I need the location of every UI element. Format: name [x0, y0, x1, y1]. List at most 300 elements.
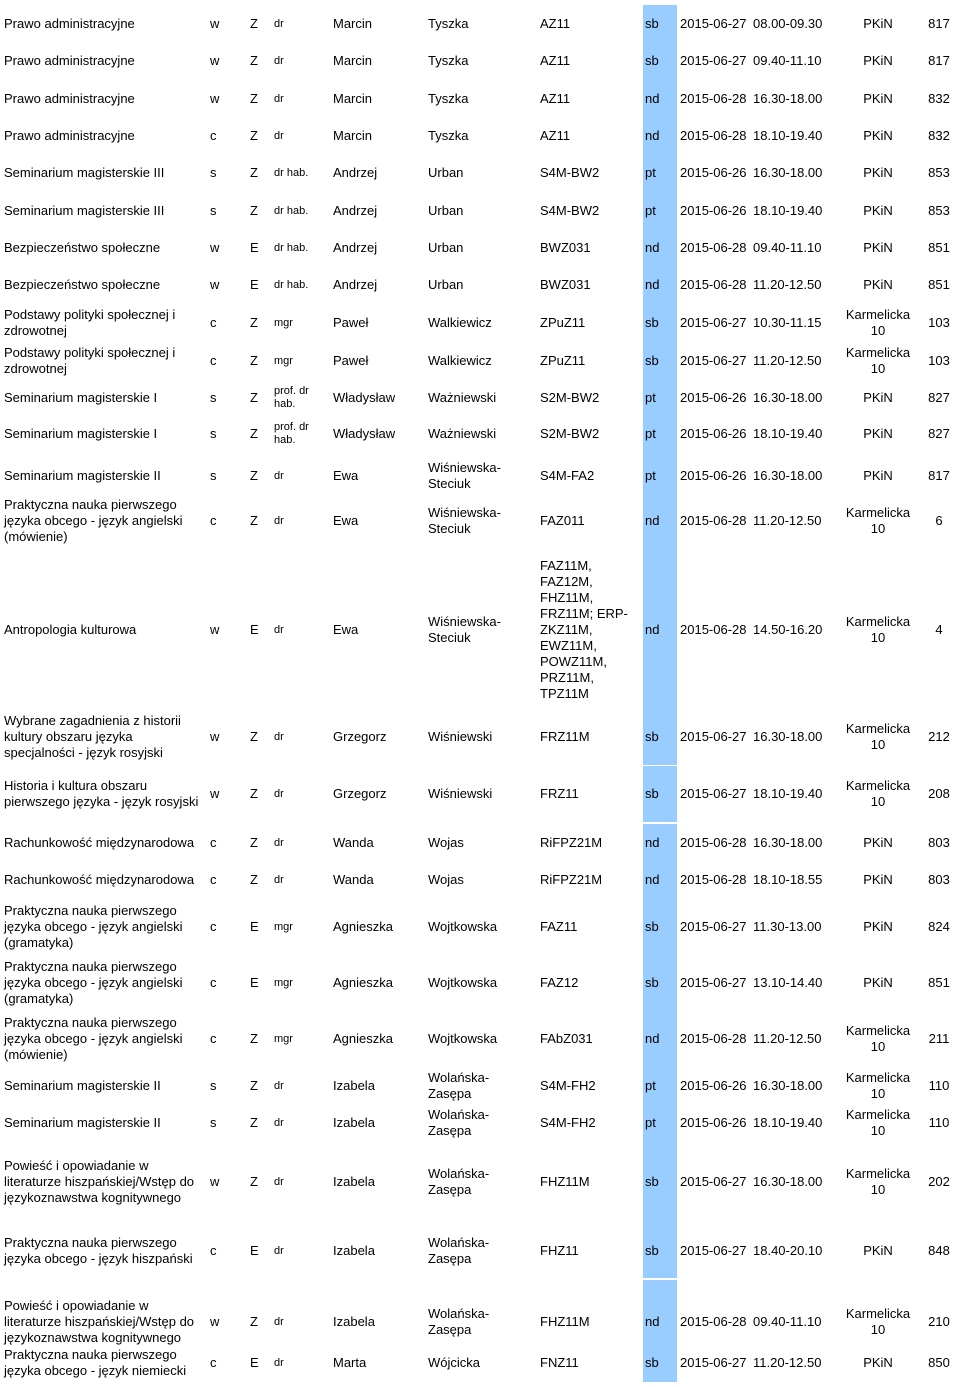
cell-first: Wanda — [333, 872, 374, 887]
cell-title: mgr — [274, 976, 293, 989]
table-row — [0, 416, 960, 452]
cell-title: dr — [274, 623, 284, 636]
cell-day: nd — [645, 1314, 660, 1329]
cell-day: nd — [645, 277, 660, 292]
table-row — [0, 192, 960, 230]
cell-place: Karmelicka 10 — [845, 721, 911, 752]
cell-first: Władysław — [333, 426, 396, 441]
cell-last: Wiśniewska-Steciuk — [428, 460, 501, 491]
table-row — [0, 80, 960, 118]
cell-day: sb — [645, 16, 659, 31]
cell-last: Ważniewski — [428, 390, 497, 405]
cell-date: 2015-06-28 — [680, 872, 747, 887]
cell-last: Ważniewski — [428, 426, 497, 441]
cell-title: dr hab. — [274, 166, 309, 179]
cell-time: 11.30-13.00 — [753, 919, 822, 934]
cell-place: Karmelicka 10 — [845, 778, 911, 809]
cell-title: dr — [274, 787, 284, 800]
table-row — [0, 1140, 960, 1224]
cell-place: PKiN — [863, 835, 893, 850]
cell-room: 817 — [928, 53, 950, 68]
cell-title: dr — [274, 514, 284, 527]
cell-last: Wójcicka — [428, 1355, 481, 1370]
table-row — [0, 1104, 960, 1142]
cell-time: 13.10-14.40 — [753, 975, 823, 990]
cell-time: 18.10-19.40 — [753, 1115, 823, 1130]
cell-last: Wolańska-Zasępa — [428, 1070, 490, 1101]
cell-day: sb — [645, 975, 659, 990]
cell-place: PKiN — [863, 872, 893, 887]
cell-group: S2M-BW2 — [540, 426, 600, 441]
cell-course: Antropologia kulturowa — [4, 622, 137, 637]
cell-place: Karmelicka 10 — [845, 614, 911, 645]
table-row — [0, 42, 960, 80]
cell-title: mgr — [274, 920, 293, 933]
cell-type: c — [210, 513, 217, 528]
cell-place: PKiN — [863, 165, 893, 180]
cell-first: Izabela — [333, 1078, 375, 1093]
cell-first: Władysław — [333, 390, 396, 405]
cell-room: 803 — [928, 835, 950, 850]
cell-time: 18.10-19.40 — [753, 786, 823, 801]
cell-room: 103 — [928, 315, 950, 330]
cell-last: Wojas — [428, 872, 464, 887]
cell-day: nd — [645, 240, 660, 255]
cell-day: sb — [645, 315, 659, 330]
cell-mode: Z — [250, 353, 258, 368]
cell-mode: Z — [250, 786, 258, 801]
cell-group: ZPuZ11 — [540, 353, 586, 368]
cell-place: PKiN — [863, 128, 893, 143]
cell-title: dr — [274, 1116, 284, 1129]
cell-date: 2015-06-28 — [680, 91, 747, 106]
cell-course: Prawo administracyjne — [4, 91, 135, 106]
cell-course: Seminarium magisterskie II — [4, 468, 161, 483]
cell-mode: Z — [250, 1314, 258, 1329]
cell-day: pt — [645, 426, 656, 441]
cell-mode: Z — [250, 315, 258, 330]
cell-last: Walkiewicz — [428, 353, 492, 368]
cell-title: dr — [274, 1315, 284, 1328]
cell-course: Praktyczna nauka pierwszego języka obcego - język angielski (mówienie) — [4, 1015, 183, 1062]
cell-mode: Z — [250, 165, 258, 180]
cell-date: 2015-06-27 — [680, 919, 747, 934]
cell-mode: Z — [250, 203, 258, 218]
cell-mode: Z — [250, 729, 258, 744]
cell-place: Karmelicka 10 — [845, 345, 911, 376]
cell-last: Tyszka — [428, 53, 469, 68]
cell-day: nd — [645, 128, 660, 143]
cell-time: 09.40-11.10 — [753, 240, 822, 255]
cell-first: Paweł — [333, 353, 369, 368]
cell-first: Andrzej — [333, 240, 378, 255]
cell-place: PKiN — [863, 468, 893, 483]
cell-room: 202 — [928, 1174, 950, 1189]
cell-room: 827 — [928, 390, 950, 405]
cell-place: PKiN — [863, 1243, 893, 1258]
table-row — [0, 491, 960, 551]
cell-title: dr — [274, 17, 284, 30]
cell-time: 16.30-18.00 — [753, 1078, 823, 1093]
cell-title: prof. dr hab. — [274, 421, 309, 446]
cell-type: c — [210, 919, 217, 934]
cell-title: dr — [274, 54, 284, 67]
cell-mode: Z — [250, 390, 258, 405]
cell-first: Marcin — [333, 16, 373, 31]
table-row — [0, 5, 960, 43]
cell-type: s — [210, 1078, 217, 1093]
cell-first: Izabela — [333, 1115, 375, 1130]
cell-room: 851 — [928, 277, 950, 292]
cell-room: 103 — [928, 353, 950, 368]
cell-room: 851 — [928, 975, 950, 990]
cell-title: dr — [274, 129, 284, 142]
table-row — [0, 266, 960, 304]
cell-date: 2015-06-27 — [680, 975, 747, 990]
cell-group: RiFPZ21M — [540, 835, 603, 850]
cell-day: sb — [645, 1174, 659, 1189]
cell-group: S2M-BW2 — [540, 390, 600, 405]
cell-last: Urban — [428, 165, 464, 180]
cell-first: Paweł — [333, 315, 369, 330]
cell-course: Praktyczna nauka pierwszego języka obcego - język niemiecki — [4, 1347, 187, 1378]
cell-group: S4M-BW2 — [540, 203, 600, 218]
cell-date: 2015-06-28 — [680, 1031, 747, 1046]
cell-title: dr hab. — [274, 241, 309, 254]
cell-last: Wiśniewska-Steciuk — [428, 614, 501, 645]
table-row — [0, 1344, 960, 1382]
cell-first: Marta — [333, 1355, 367, 1370]
cell-title: dr — [274, 1079, 284, 1092]
cell-day: pt — [645, 1078, 656, 1093]
cell-time: 11.20-12.50 — [753, 513, 822, 528]
cell-course: Seminarium magisterskie II — [4, 1078, 161, 1093]
cell-time: 16.30-18.00 — [753, 468, 823, 483]
cell-mode: Z — [250, 513, 258, 528]
cell-course: Seminarium magisterskie III — [4, 165, 165, 180]
cell-time: 09.40-11.10 — [753, 53, 822, 68]
cell-date: 2015-06-28 — [680, 513, 747, 528]
table-row — [0, 229, 960, 267]
cell-group: RiFPZ21M — [540, 872, 603, 887]
cell-first: Ewa — [333, 468, 359, 483]
cell-time: 11.20-12.50 — [753, 353, 822, 368]
cell-date: 2015-06-28 — [680, 128, 747, 143]
cell-last: Tyszka — [428, 16, 469, 31]
cell-first: Andrzej — [333, 165, 378, 180]
cell-time: 16.30-18.00 — [753, 390, 823, 405]
cell-course: Bezpieczeństwo społeczne — [4, 240, 161, 255]
cell-group: S4M-FA2 — [540, 468, 595, 483]
cell-time: 08.00-09.30 — [753, 16, 823, 31]
table-row — [0, 955, 960, 1011]
cell-type: w — [210, 53, 220, 68]
cell-time: 14.50-16.20 — [753, 622, 823, 637]
cell-first: Marcin — [333, 91, 373, 106]
cell-time: 10.30-11.15 — [753, 315, 822, 330]
cell-title: dr — [274, 873, 284, 886]
table-row — [0, 824, 960, 862]
cell-time: 18.10-18.55 — [753, 872, 823, 887]
cell-last: Tyszka — [428, 91, 469, 106]
cell-date: 2015-06-27 — [680, 1355, 747, 1370]
cell-group: FHZ11M — [540, 1314, 590, 1329]
table-row — [0, 380, 960, 416]
cell-type: w — [210, 240, 220, 255]
cell-place: PKiN — [863, 1355, 893, 1370]
cell-date: 2015-06-26 — [680, 203, 747, 218]
cell-first: Izabela — [333, 1174, 375, 1189]
cell-place: PKiN — [863, 53, 893, 68]
table-row — [0, 1224, 960, 1278]
cell-course: Bezpieczeństwo społeczne — [4, 277, 161, 292]
cell-title: prof. dr hab. — [274, 385, 309, 410]
cell-room: 853 — [928, 203, 950, 218]
table-row — [0, 861, 960, 899]
cell-time: 16.30-18.00 — [753, 91, 823, 106]
cell-room: 853 — [928, 165, 950, 180]
cell-last: Wiśniewski — [428, 729, 493, 744]
table-row — [0, 341, 960, 381]
cell-mode: Z — [250, 1174, 258, 1189]
table-row — [0, 899, 960, 955]
cell-room: 817 — [928, 468, 950, 483]
cell-first: Grzegorz — [333, 786, 387, 801]
cell-time: 16.30-18.00 — [753, 165, 823, 180]
cell-type: w — [210, 622, 220, 637]
cell-day: sb — [645, 919, 659, 934]
cell-day: pt — [645, 390, 656, 405]
cell-first: Andrzej — [333, 277, 378, 292]
cell-first: Agnieszka — [333, 919, 393, 934]
cell-time: 11.20-12.50 — [753, 1031, 822, 1046]
cell-course: Podstawy polityki społecznej i zdrowotnej — [4, 345, 176, 376]
cell-last: Urban — [428, 277, 464, 292]
cell-group: FAZ011 — [540, 513, 585, 528]
cell-last: Tyszka — [428, 128, 469, 143]
cell-type: s — [210, 426, 217, 441]
cell-place: Karmelicka 10 — [845, 1306, 911, 1337]
cell-day: sb — [645, 1243, 659, 1258]
cell-group: ZPuZ11 — [540, 315, 586, 330]
cell-date: 2015-06-27 — [680, 1174, 747, 1189]
table-row — [0, 709, 960, 765]
cell-place: PKiN — [863, 16, 893, 31]
cell-time: 16.30-18.00 — [753, 835, 823, 850]
cell-title: dr hab. — [274, 204, 309, 217]
cell-day: nd — [645, 872, 660, 887]
cell-title: dr hab. — [274, 278, 309, 291]
cell-mode: Z — [250, 872, 258, 887]
cell-time: 09.40-11.10 — [753, 1314, 822, 1329]
cell-last: Wojtkowska — [428, 1031, 498, 1046]
cell-place: Karmelicka 10 — [845, 1023, 911, 1054]
cell-course: Rachunkowość międzynarodowa — [4, 872, 195, 887]
cell-course: Wybrane zagadnienia z historii kultury obszaru języka specjalności - język rosyjski — [4, 713, 181, 760]
cell-place: PKiN — [863, 277, 893, 292]
cell-course: Seminarium magisterskie I — [4, 426, 158, 441]
cell-date: 2015-06-26 — [680, 390, 747, 405]
cell-title: mgr — [274, 354, 293, 367]
cell-group: FRZ11 — [540, 786, 579, 801]
cell-type: c — [210, 1355, 217, 1370]
cell-day: nd — [645, 91, 660, 106]
cell-type: w — [210, 16, 220, 31]
cell-day: nd — [645, 1031, 660, 1046]
cell-room: 110 — [928, 1115, 950, 1130]
cell-room: 803 — [928, 872, 950, 887]
cell-type: c — [210, 872, 217, 887]
cell-room: 4 — [935, 622, 943, 637]
cell-date: 2015-06-28 — [680, 835, 747, 850]
cell-group: AZ11 — [540, 128, 571, 143]
table-row — [0, 1067, 960, 1105]
cell-place: Karmelicka 10 — [845, 505, 911, 536]
cell-course: Praktyczna nauka pierwszego języka obcego - język angielski (mówienie) — [4, 497, 183, 544]
cell-last: Walkiewicz — [428, 315, 492, 330]
cell-mode: E — [250, 919, 259, 934]
cell-room: 212 — [928, 729, 950, 744]
cell-room: 832 — [928, 128, 950, 143]
cell-first: Marcin — [333, 53, 373, 68]
cell-place: Karmelicka 10 — [845, 1070, 911, 1101]
cell-date: 2015-06-26 — [680, 165, 747, 180]
cell-mode: Z — [250, 1031, 258, 1046]
cell-first: Agnieszka — [333, 1031, 393, 1046]
cell-last: Urban — [428, 203, 464, 218]
cell-day: nd — [645, 622, 660, 637]
cell-time: 16.30-18.00 — [753, 729, 823, 744]
cell-place: PKiN — [863, 426, 893, 441]
cell-course: Praktyczna nauka pierwszego języka obcego - język hiszpański — [4, 1235, 193, 1266]
cell-mode: Z — [250, 426, 258, 441]
cell-date: 2015-06-27 — [680, 729, 747, 744]
cell-place: PKiN — [863, 975, 893, 990]
cell-group: S4M-FH2 — [540, 1078, 596, 1093]
cell-first: Andrzej — [333, 203, 378, 218]
cell-title: mgr — [274, 1032, 293, 1045]
cell-type: s — [210, 468, 217, 483]
cell-last: Wojtkowska — [428, 919, 498, 934]
cell-last: Wojtkowska — [428, 975, 498, 990]
cell-type: c — [210, 315, 217, 330]
cell-first: Ewa — [333, 513, 359, 528]
cell-place: PKiN — [863, 390, 893, 405]
cell-last: Wiśniewski — [428, 786, 493, 801]
cell-time: 18.10-19.40 — [753, 128, 823, 143]
cell-mode: Z — [250, 835, 258, 850]
cell-day: sb — [645, 729, 659, 744]
cell-time: 18.10-19.40 — [753, 203, 823, 218]
cell-type: w — [210, 729, 220, 744]
cell-group: FNZ11 — [540, 1355, 579, 1370]
cell-time: 11.20-12.50 — [753, 277, 822, 292]
cell-course: Seminarium magisterskie I — [4, 390, 158, 405]
cell-place: PKiN — [863, 919, 893, 934]
cell-last: Wojas — [428, 835, 464, 850]
cell-day: nd — [645, 513, 660, 528]
cell-mode: Z — [250, 1078, 258, 1093]
cell-place: PKiN — [863, 240, 893, 255]
cell-day: pt — [645, 468, 656, 483]
cell-group: FAZ12 — [540, 975, 579, 990]
cell-mode: Z — [250, 16, 258, 31]
cell-day: sb — [645, 786, 659, 801]
cell-date: 2015-06-28 — [680, 240, 747, 255]
cell-room: 850 — [928, 1355, 950, 1370]
cell-type: c — [210, 353, 217, 368]
cell-date: 2015-06-27 — [680, 786, 747, 801]
cell-first: Ewa — [333, 622, 359, 637]
cell-room: 832 — [928, 91, 950, 106]
cell-date: 2015-06-27 — [680, 16, 747, 31]
cell-room: 211 — [928, 1031, 950, 1046]
cell-first: Agnieszka — [333, 975, 393, 990]
cell-group: BWZ031 — [540, 277, 591, 292]
cell-first: Izabela — [333, 1314, 375, 1329]
cell-last: Urban — [428, 240, 464, 255]
cell-course: Praktyczna nauka pierwszego języka obcego - język angielski (gramatyka) — [4, 903, 183, 950]
cell-title: dr — [274, 469, 284, 482]
cell-group: S4M-FH2 — [540, 1115, 596, 1130]
cell-day: pt — [645, 1115, 656, 1130]
cell-day: sb — [645, 1355, 659, 1370]
cell-first: Wanda — [333, 835, 374, 850]
cell-type: w — [210, 1314, 220, 1329]
cell-type: w — [210, 91, 220, 106]
cell-course: Praktyczna nauka pierwszego języka obcego - język angielski (gramatyka) — [4, 959, 183, 1006]
cell-title: dr — [274, 1175, 284, 1188]
cell-date: 2015-06-26 — [680, 468, 747, 483]
cell-room: 824 — [928, 919, 950, 934]
cell-day: pt — [645, 203, 656, 218]
cell-day: sb — [645, 353, 659, 368]
cell-course: Seminarium magisterskie II — [4, 1115, 161, 1130]
cell-group: FAZ11 — [540, 919, 578, 934]
cell-type: s — [210, 390, 217, 405]
cell-last: Wolańska-Zasępa — [428, 1166, 490, 1197]
cell-mode: E — [250, 240, 259, 255]
cell-place: Karmelicka 10 — [845, 1107, 911, 1138]
cell-room: 6 — [935, 513, 943, 528]
cell-last: Wiśniewska-Steciuk — [428, 505, 501, 536]
cell-room: 827 — [928, 426, 950, 441]
cell-course: Rachunkowość międzynarodowa — [4, 835, 195, 850]
cell-day: sb — [645, 53, 659, 68]
cell-place: PKiN — [863, 91, 893, 106]
cell-place: Karmelicka 10 — [845, 307, 911, 338]
cell-type: c — [210, 128, 217, 143]
cell-date: 2015-06-27 — [680, 1243, 747, 1258]
cell-room: 208 — [928, 786, 950, 801]
cell-time: 18.10-19.40 — [753, 426, 823, 441]
cell-mode: E — [250, 622, 259, 637]
cell-date: 2015-06-26 — [680, 426, 747, 441]
table-row — [0, 766, 960, 822]
cell-place: Karmelicka 10 — [845, 1166, 911, 1197]
cell-date: 2015-06-28 — [680, 622, 747, 637]
cell-title: dr — [274, 1244, 284, 1257]
cell-room: 817 — [928, 16, 950, 31]
cell-title: mgr — [274, 316, 293, 329]
cell-type: w — [210, 786, 220, 801]
cell-course: Podstawy polityki społecznej i zdrowotnej — [4, 307, 176, 338]
cell-room: 848 — [928, 1243, 950, 1258]
table-row — [0, 117, 960, 155]
cell-group: FAZ11M, FAZ12M, FHZ11M, FRZ11M; ERP-ZKZ11M, EWZ11M, POWZ11M, PRZ11M, TPZ11M — [540, 558, 628, 701]
cell-course: Prawo administracyjne — [4, 53, 135, 68]
cell-type: c — [210, 1031, 217, 1046]
